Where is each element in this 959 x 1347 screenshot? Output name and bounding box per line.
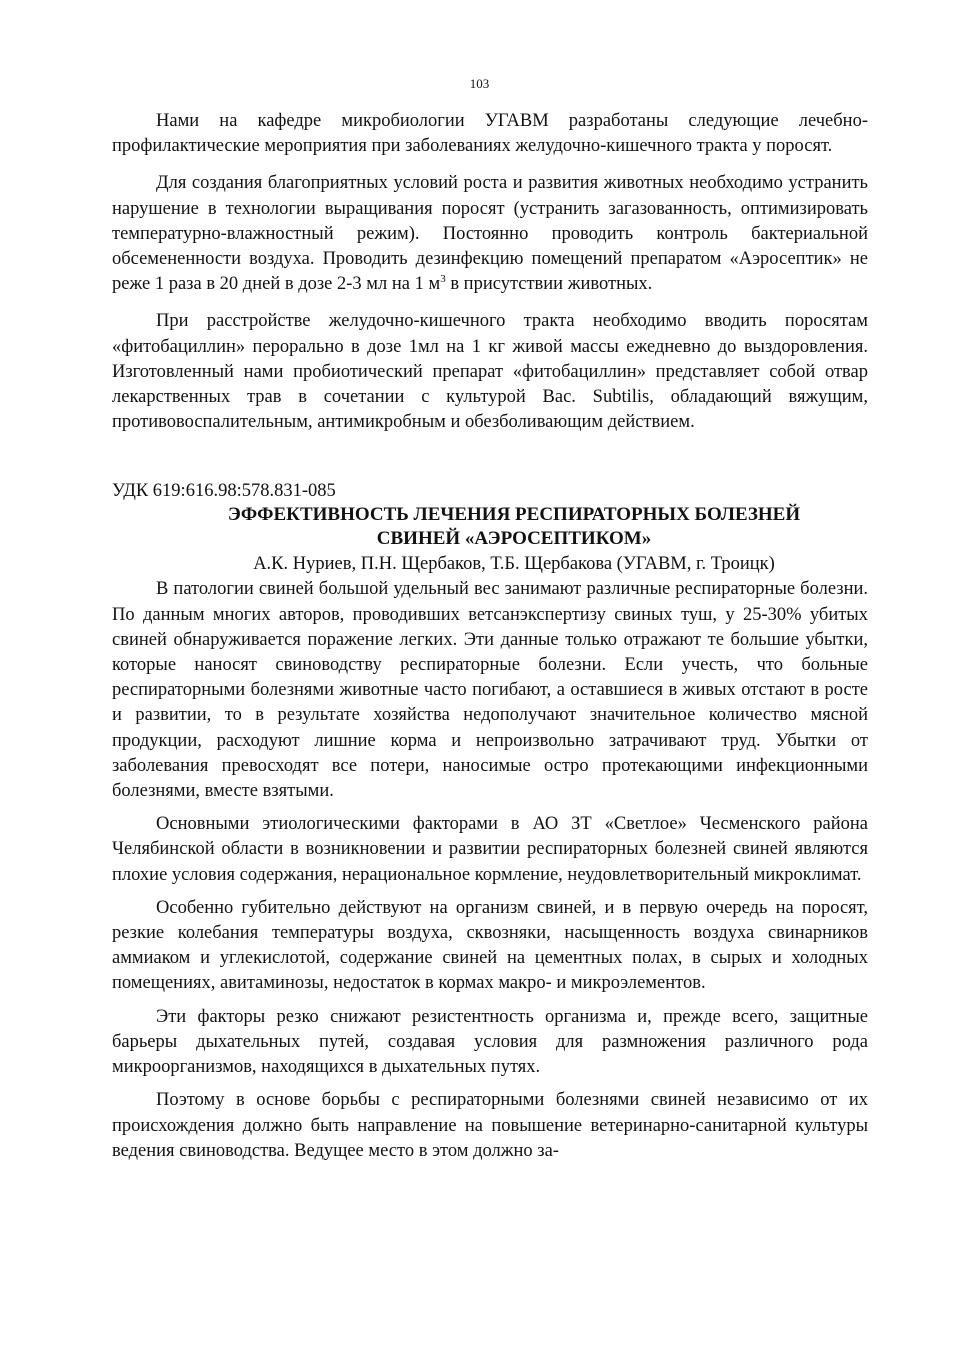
article-title <box>112 503 868 551</box>
cubic-superscript: 3 <box>440 273 446 286</box>
article-paragraph-1: В патологии свиней большой удельный вес занимают различные респираторные болезни. По данным многих авторов, проводивших ветсанэкспертизу свиных туш, у 25-30% убитых свиней обнаруживается поражение легких. Эти данные только отражают те большие убытки, которые наносят свиноводству респираторные болезни. Если учесть, что больные респираторными болезнями животные часто погибают, а оставшиеся в живых отстают в росте и развитии, то в результате хозяйства недополучают значительное количество мясной продукции, расходуют лишние корма и непроизвольно затрачивают труд. Убытки от заболевания превосходят все потери, наносимые остро протекающими инфекционными болезнями, вместе взятыми. <box>112 579 868 802</box>
article-authors: А.К. Нуриев, П.Н. Щербаков, Т.Б. Щербакова (УГАВМ, г. Троицк) <box>253 554 775 575</box>
article-paragraph-3: Особенно губительно действуют на организм свиней, и в первую очередь на поросят, резкие колебания температуры воздуха, сквозняки, насыщенность воздуха свинарников аммиаком и углекислотой, содержание свиней на цементных полах, в сырых и холодных помещениях, авитаминозы, недостаток в кормах макро- и микроэлементов. <box>112 897 868 994</box>
intro-paragraph-2-text: Для создания благоприятных условий роста и развития животных необходимо устранить нарушение в технологии выращивания поросят (устранить загазованность, оптимизировать температурно-влажностный режим). Постоянно проводить контроль бактериальной обсемененности воздуха. Проводить дезинфекцию помещений препаратом «Аэросептик» не реже 1 раза в 20 дней в дозе 2-3 мл на 1 м <box>112 173 868 295</box>
intro-paragraph-2 <box>112 171 868 297</box>
article-section <box>112 479 868 1163</box>
page-number: 103 <box>469 76 490 91</box>
intro-section <box>112 109 868 1164</box>
article-paragraph-4: Эти факторы резко снижают резистентность организма и, прежде всего, защитные барьеры дыхательных путей, создавая условия для размножения различного рода микроорганизмов, находящихся в дыхательных путях. <box>112 1006 868 1078</box>
article-paragraph-2: Основными этиологическими факторами в АО ЗТ «Светлое» Чесменского района Челябинской области в возникновении и развитии респираторных болезней свиней являются плохие условия содержания, нерациональное кормление, неудовлетворительный микроклимат. <box>112 814 868 885</box>
article-body <box>112 577 868 1163</box>
article-title-line-1: ЭФФЕКТИВНОСТЬ ЛЕЧЕНИЯ РЕСПИРАТОРНЫХ БОЛЕЗНЕЙ <box>227 504 801 526</box>
udk-code: УДК 619:616.98:578.831-085 <box>112 481 336 502</box>
intro-paragraph-2-tail: в присутствии животных. <box>445 274 653 295</box>
article-title-line-2: СВИНЕЙ «АЭРОСЕПТИКОМ» <box>376 528 652 550</box>
intro-paragraph-3: При расстройстве желудочно-кишечного тракта необходимо вводить поросятам «фитобациллин» перорально в дозе 1мл на 1 кг живой массы ежедневно до выздоровления. Изготовленный нами пробиотический препарат «фитобациллин» представляет собой отвар лекарственных трав в сочетании с культурой Bac. Subtilis, обладающий вяжущим, противовоспалительным, антимикробным и обезболивающим действием. <box>112 311 868 433</box>
intro-paragraph-1: Нами на кафедре микробиологии УГАВМ разработаны следующие лечебно-профилактические мероприятия при заболеваниях желудочно-кишечного тракта у поросят. <box>112 111 868 157</box>
article-paragraph-5: Поэтому в основе борьбы с респираторными болезнями свиней независимо от их происхождения должно быть направление на повышение ветеринарно-санитарной культуры ведения свиноводства. Ведущее место в этом должно за- <box>112 1090 868 1161</box>
